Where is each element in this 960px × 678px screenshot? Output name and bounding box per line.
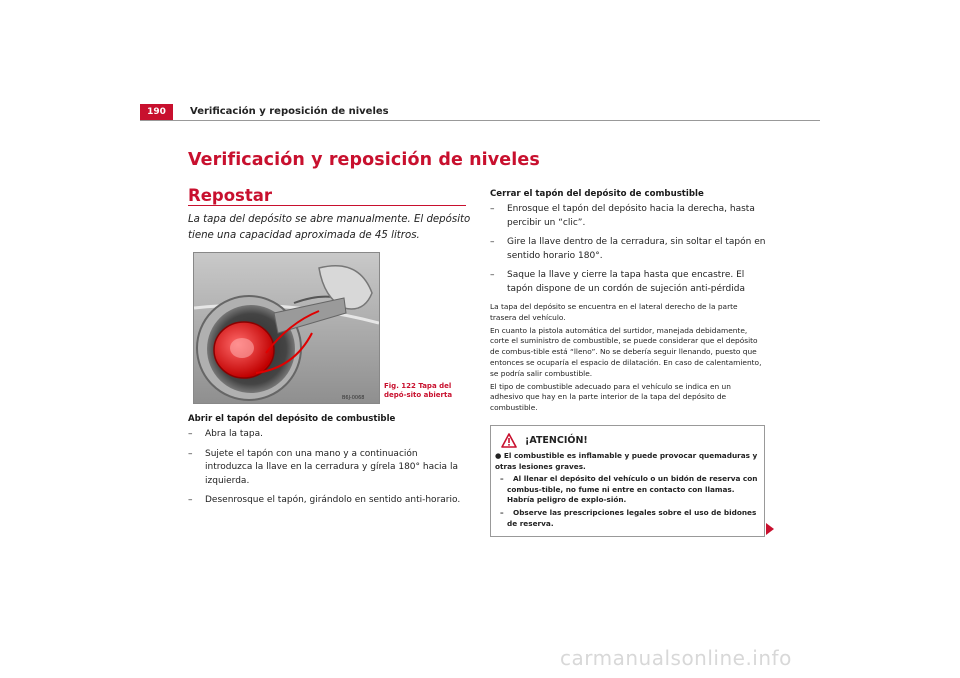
section-intro: La tapa del depósito se abre manualmente. El depósito tiene una capacidad aproximada de 45 litros. [188, 214, 471, 241]
figure-code: B6J-0068 [342, 395, 365, 401]
step-item: – Sujete el tapón con una mano y a continuación introduzca la llave en la cerradura y gírela 180° hacia la izquierda. [188, 448, 458, 486]
section-divider [188, 205, 466, 206]
close-cap-heading: Cerrar el tapón del depósito de combustible [490, 189, 704, 199]
warning-triangle-icon [501, 433, 517, 448]
section-title: Repostar [188, 186, 273, 205]
watermark: carmanualsonline.info [560, 646, 792, 670]
step-item: – Enrosque el tapón del depósito hacia la derecha, hasta percibir un “clic”. [490, 204, 755, 228]
paragraph: La tapa del depósito se encuentra en el lateral derecho de la parte trasera del vehículo. [490, 302, 738, 322]
page-title: Verificación y reposición de niveles [188, 150, 540, 170]
bullet-icon: ● [495, 451, 504, 460]
body-text [490, 302, 766, 414]
warning-sub-item: – Observe las prescripciones legales sobre el uso de bidones de reserva. [500, 507, 757, 528]
step-item: – Abra la tapa. [188, 429, 263, 439]
warning-main: ● El combustible es inflamable y puede provocar quemaduras y otras lesiones graves. [495, 451, 758, 471]
step-item: – Desenrosque el tapón, girándolo en sentido anti-horario. [188, 495, 461, 505]
step-item: – Saque la llave y cierre la tapa hasta que encastre. El tapón dispone de un cordón de sujeción anti-pérdida [490, 270, 746, 294]
continue-arrow-icon [766, 523, 774, 535]
paragraph: En cuanto la pistola automática del surtidor, manejada debidamente, corte el suministro de combustible, se puede considerar que el depósito de combus-tible está “lleno”. No se debería seguir llenando, puesto que entonces se ocuparía el espacio de dilatación. En caso de calentamiento, se podría salir combustible. [490, 325, 762, 378]
figure-caption: Fig. 122 Tapa del depó-sito abierta [384, 382, 453, 399]
open-cap-heading: Abrir el tapón del depósito de combustible [188, 414, 396, 424]
warning-title: ¡ATENCIÓN! [525, 434, 588, 446]
step-item: – Gire la llave dentro de la cerradura, sin soltar el tapón en sentido horario 180°. [490, 237, 766, 261]
warning-sub-item: – Al llenar el depósito del vehículo o un bidón de reserva con combus-tible, no fume ni entre en contacto con llamas. Habría peligro de explo-sión. [500, 474, 758, 505]
running-title: Verificación y reposición de niveles [190, 106, 389, 117]
paragraph: El tipo de combustible adecuado para el vehículo se indica en un adhesivo que hay en la parte interior de la tapa del depósito de combustible. [490, 381, 731, 413]
open-cap-section [188, 414, 463, 514]
close-cap-section [490, 189, 766, 416]
warning-box [490, 425, 765, 537]
fuel-cap-figure [193, 252, 380, 404]
page-number: 190 [140, 104, 173, 120]
fuel-cap-illustration [194, 253, 379, 403]
